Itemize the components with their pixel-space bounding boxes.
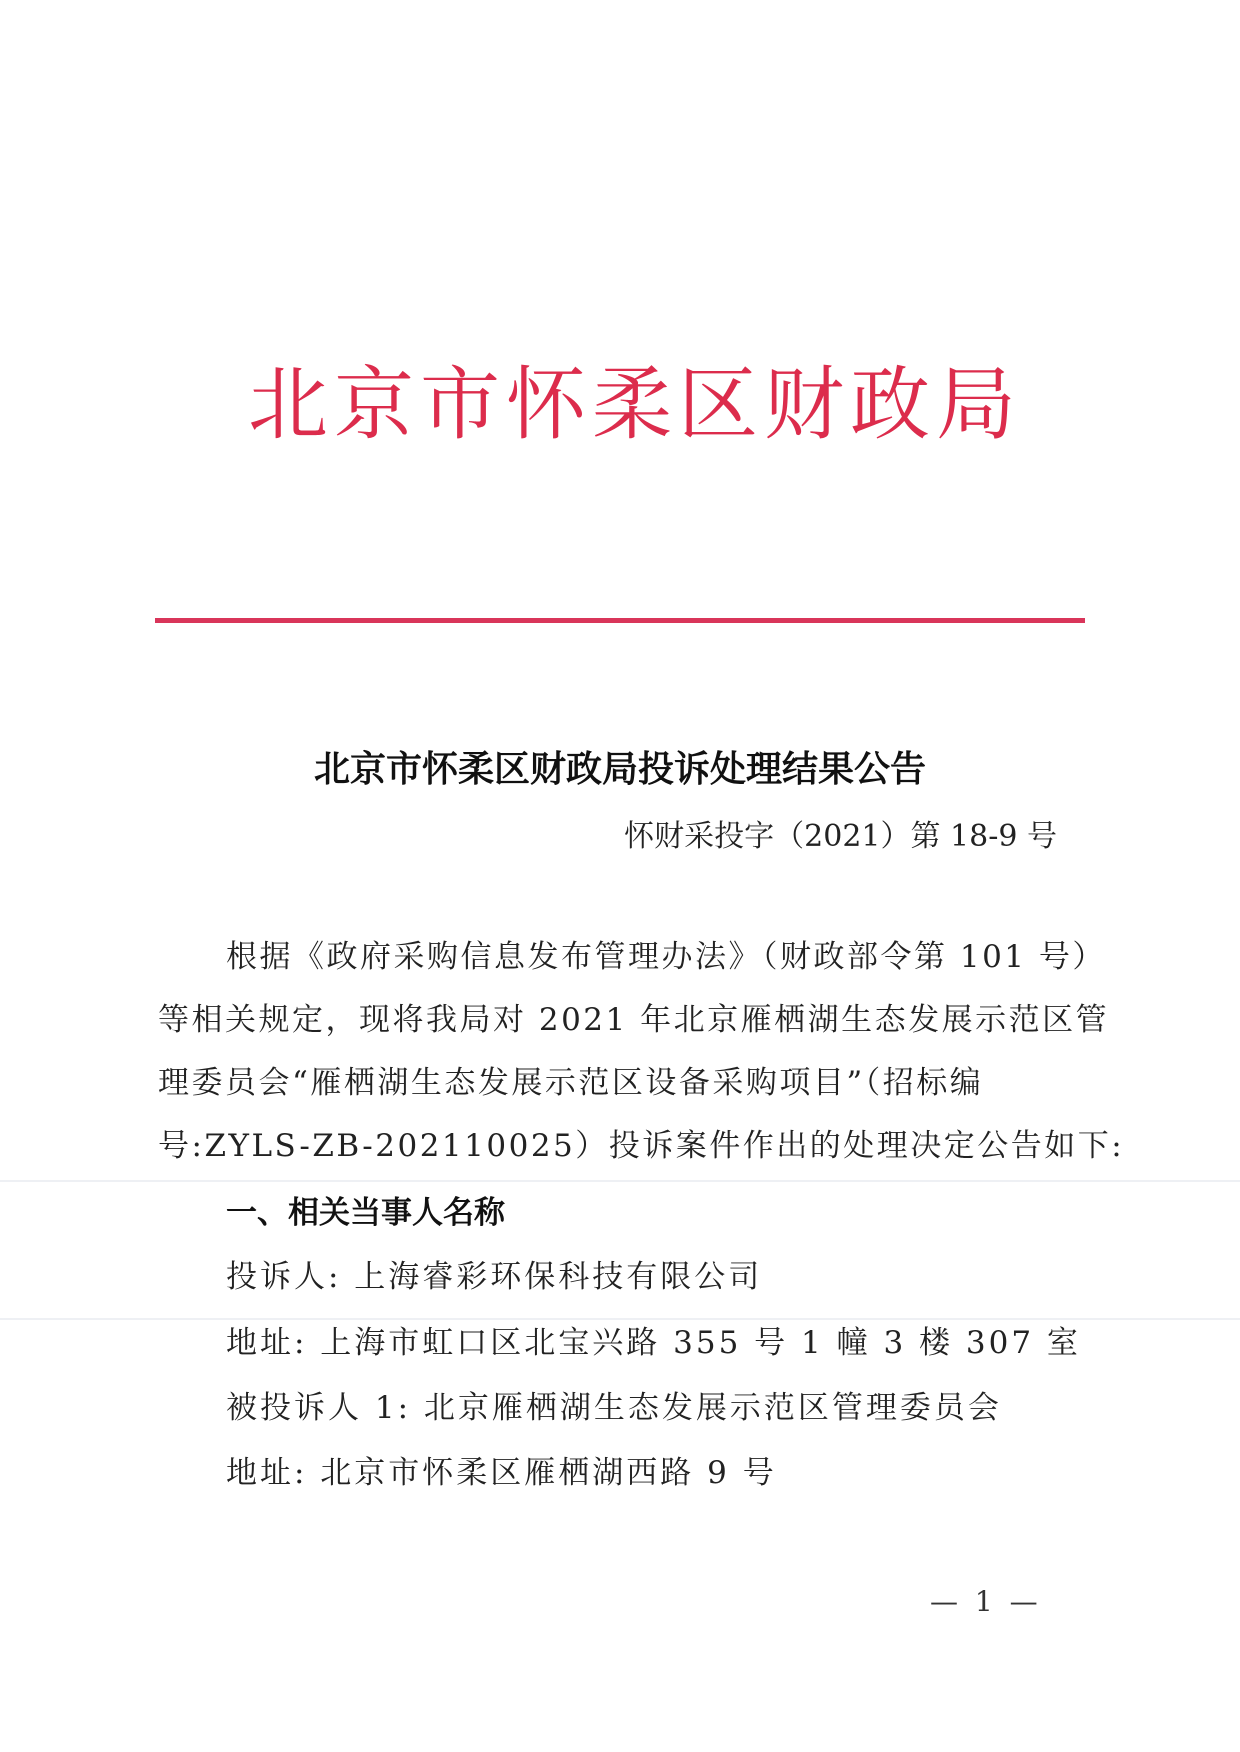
document-number: 怀财采投字（2021）第 18-9 号 — [624, 819, 1057, 854]
complainant-address: 地址: 上海市虹口区北宝兴路 355 号 1 幢 3 楼 307 室 — [226, 1325, 1081, 1361]
letterhead-red-rule — [155, 618, 1085, 623]
page-number: — 1 — — [930, 1585, 1042, 1618]
document-title: 北京市怀柔区财政局投诉处理结果公告 — [313, 749, 926, 790]
scan-artifact-line — [0, 1180, 1240, 1182]
respondent-address: 地址: 北京市怀柔区雁栖湖西路 9 号 — [226, 1455, 777, 1491]
section-heading: 一、相关当事人名称 — [226, 1195, 505, 1231]
scan-artifact-line — [0, 1318, 1240, 1320]
paragraph-line: 等相关规定，现将我局对 2021 年北京雁栖湖生态发展示范区管 — [158, 1002, 1110, 1038]
letterhead-title: 北京市怀柔区财政局 — [248, 358, 1022, 451]
paragraph-line: 根据《政府采购信息发布管理办法》（财政部令第 101 号） — [226, 939, 1106, 975]
paragraph-line: 理委员会“雁栖湖生态发展示范区设备采购项目”（招标编 — [158, 1065, 984, 1101]
respondent-name: 被投诉人 1: 北京雁栖湖生态发展示范区管理委员会 — [226, 1390, 1002, 1426]
paragraph-line: 号:ZYLS-ZB-202110025）投诉案件作出的处理决定公告如下: — [158, 1128, 1125, 1164]
complainant-name: 投诉人: 上海睿彩环保科技有限公司 — [226, 1259, 763, 1295]
